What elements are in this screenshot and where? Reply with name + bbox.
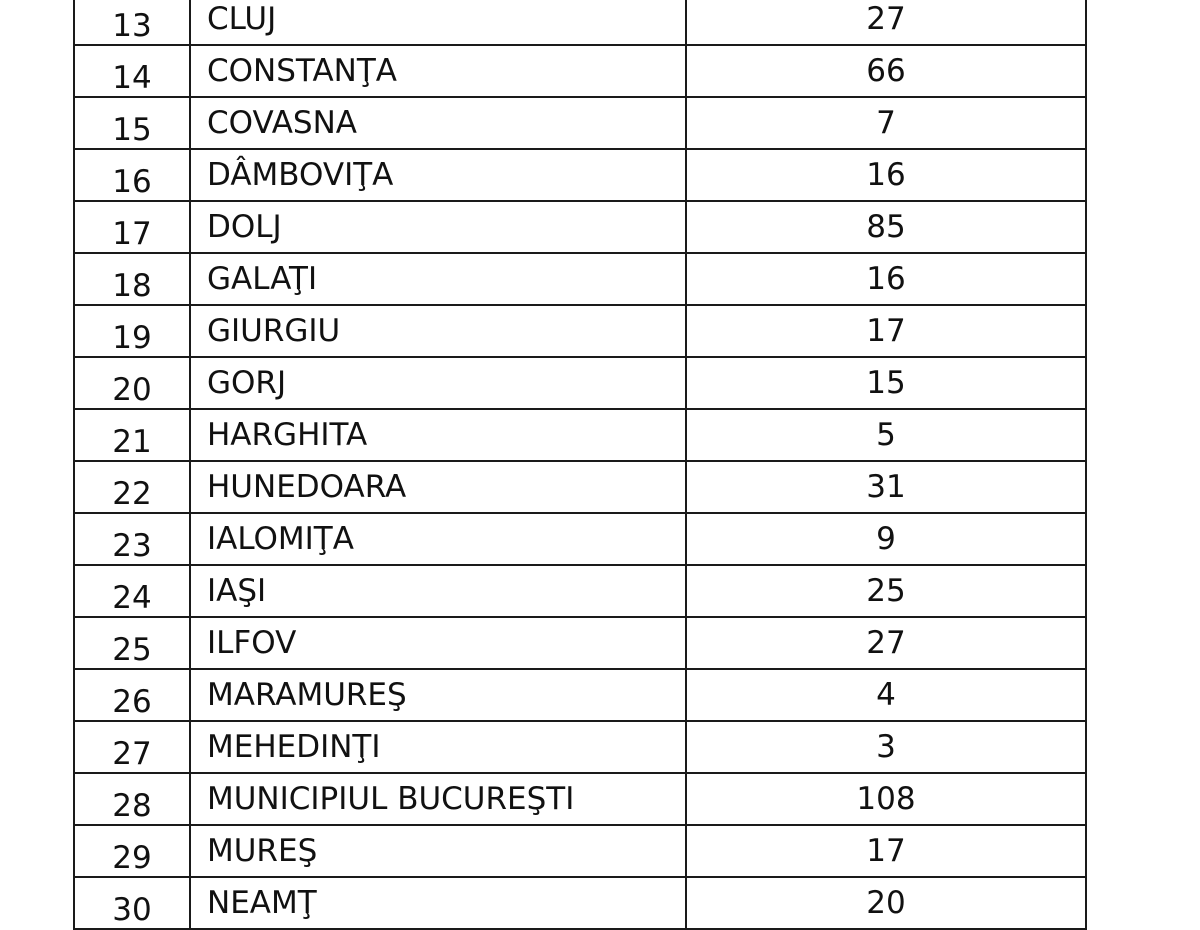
table-row [74, 617, 1086, 669]
county-name-cell: MUREŞ [190, 825, 686, 877]
row-number-cell: 25 [74, 617, 190, 669]
row-number-cell: 16 [74, 149, 190, 201]
table-row [74, 357, 1086, 409]
table-row [74, 773, 1086, 825]
count-value-cell: 17 [686, 305, 1086, 357]
row-number-cell: 20 [74, 357, 190, 409]
row-number-cell: 30 [74, 877, 190, 929]
county-name-cell: GALAŢI [190, 253, 686, 305]
count-value-cell: 27 [686, 0, 1086, 45]
county-table-body [74, 0, 1086, 929]
table-row [74, 461, 1086, 513]
count-value-cell: 17 [686, 825, 1086, 877]
county-name-cell: NEAMŢ [190, 877, 686, 929]
row-number-cell: 14 [74, 45, 190, 97]
table-row [74, 721, 1086, 773]
table-row [74, 565, 1086, 617]
count-value-cell: 25 [686, 565, 1086, 617]
count-value-cell: 4 [686, 669, 1086, 721]
row-number-cell: 13 [74, 0, 190, 45]
row-number-cell: 23 [74, 513, 190, 565]
row-number-cell: 28 [74, 773, 190, 825]
table-row [74, 513, 1086, 565]
row-number-cell: 19 [74, 305, 190, 357]
count-value-cell: 31 [686, 461, 1086, 513]
count-value-cell: 108 [686, 773, 1086, 825]
table-row [74, 97, 1086, 149]
count-value-cell: 9 [686, 513, 1086, 565]
county-name-cell: MARAMUREŞ [190, 669, 686, 721]
county-table-container [73, 0, 1085, 930]
table-row [74, 669, 1086, 721]
count-value-cell: 66 [686, 45, 1086, 97]
count-value-cell: 16 [686, 253, 1086, 305]
county-name-cell: COVASNA [190, 97, 686, 149]
count-value-cell: 85 [686, 201, 1086, 253]
county-name-cell: IALOMIŢA [190, 513, 686, 565]
row-number-cell: 21 [74, 409, 190, 461]
county-name-cell: GIURGIU [190, 305, 686, 357]
county-name-cell: CLUJ [190, 0, 686, 45]
county-name-cell: IAŞI [190, 565, 686, 617]
table-row [74, 409, 1086, 461]
count-value-cell: 5 [686, 409, 1086, 461]
row-number-cell: 24 [74, 565, 190, 617]
row-number-cell: 22 [74, 461, 190, 513]
table-row [74, 45, 1086, 97]
table-row [74, 201, 1086, 253]
county-name-cell: ILFOV [190, 617, 686, 669]
table-row [74, 305, 1086, 357]
row-number-cell: 26 [74, 669, 190, 721]
county-name-cell: MEHEDINŢI [190, 721, 686, 773]
count-value-cell: 20 [686, 877, 1086, 929]
table-row [74, 0, 1086, 45]
county-name-cell: MUNICIPIUL BUCUREŞTI [190, 773, 686, 825]
row-number-cell: 27 [74, 721, 190, 773]
row-number-cell: 17 [74, 201, 190, 253]
county-name-cell: CONSTANŢA [190, 45, 686, 97]
county-table [73, 0, 1087, 930]
county-name-cell: HARGHITA [190, 409, 686, 461]
count-value-cell: 3 [686, 721, 1086, 773]
count-value-cell: 15 [686, 357, 1086, 409]
row-number-cell: 29 [74, 825, 190, 877]
county-name-cell: DÂMBOVIŢA [190, 149, 686, 201]
county-name-cell: DOLJ [190, 201, 686, 253]
table-row [74, 877, 1086, 929]
table-row [74, 149, 1086, 201]
count-value-cell: 16 [686, 149, 1086, 201]
table-row [74, 253, 1086, 305]
table-row [74, 825, 1086, 877]
county-name-cell: HUNEDOARA [190, 461, 686, 513]
row-number-cell: 18 [74, 253, 190, 305]
count-value-cell: 7 [686, 97, 1086, 149]
row-number-cell: 15 [74, 97, 190, 149]
count-value-cell: 27 [686, 617, 1086, 669]
county-name-cell: GORJ [190, 357, 686, 409]
